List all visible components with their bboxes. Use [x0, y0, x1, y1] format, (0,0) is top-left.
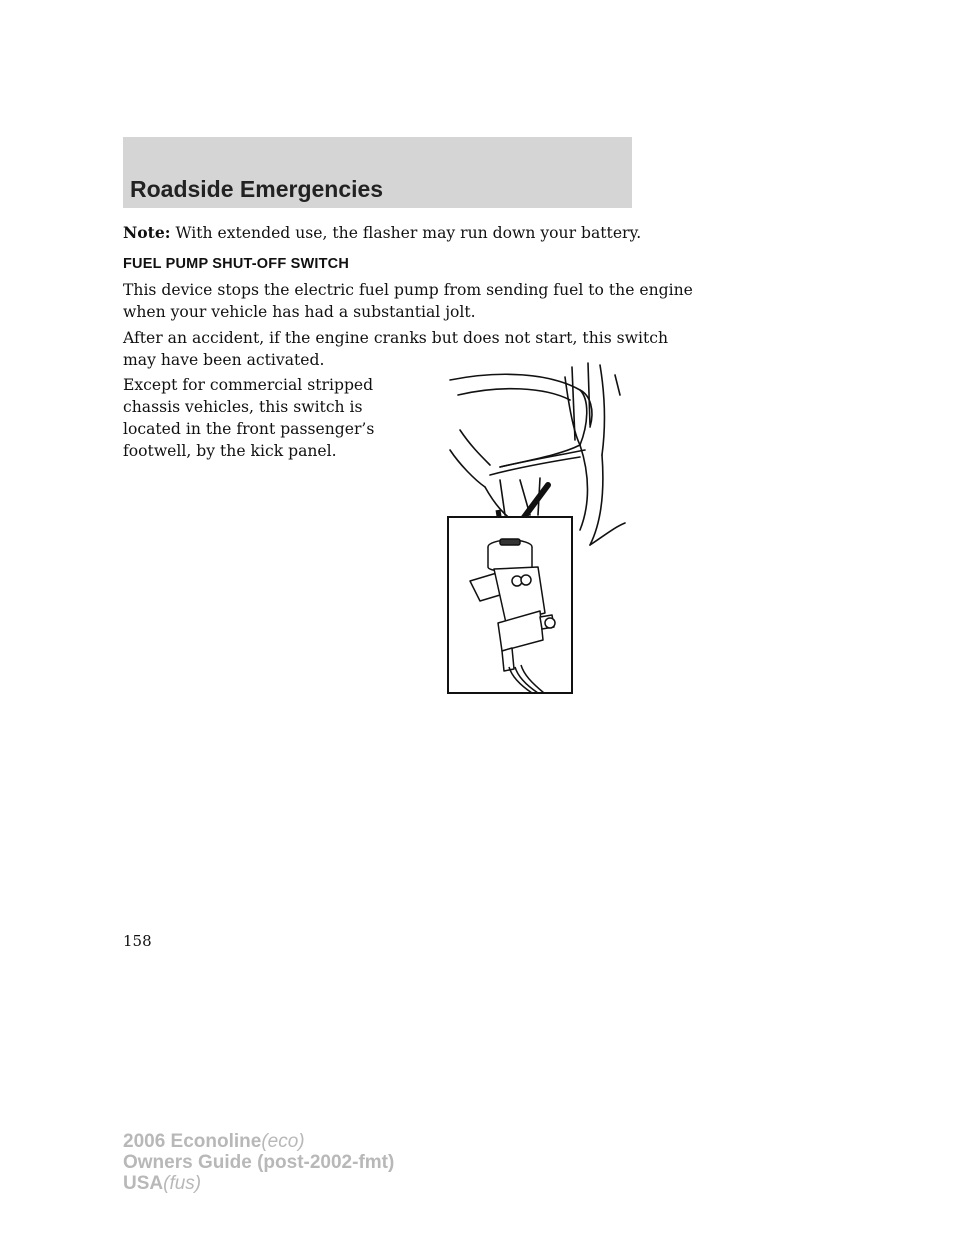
- footer-market: USA: [123, 1173, 164, 1194]
- paragraph-line: This device stops the electric fuel pump from sending fuel to the engine: [123, 281, 693, 299]
- note-paragraph: [123, 222, 641, 244]
- paragraph-line: footwell, by the kick panel.: [123, 442, 337, 460]
- footer-line-model: [123, 1131, 394, 1152]
- footer-model: 2006 Econoline: [123, 1131, 262, 1152]
- paragraph-device: [123, 279, 693, 323]
- note-label: Note:: [123, 223, 171, 242]
- footer-model-code: (eco): [261, 1131, 305, 1152]
- footer-line-market: [123, 1173, 394, 1194]
- footer-guide: Owners Guide (post-2002-fmt): [123, 1152, 395, 1173]
- paragraph-line: when your vehicle has had a substantial jolt.: [123, 303, 476, 321]
- section-title: Roadside Emergencies: [130, 176, 384, 202]
- paragraph-line: may have been activated.: [123, 351, 325, 369]
- paragraph-line: chassis vehicles, this switch is: [123, 398, 363, 416]
- paragraph-line: located in the front passenger’s: [123, 420, 375, 438]
- paragraph-line: Except for commercial stripped: [123, 376, 374, 394]
- document-footer: [123, 1131, 394, 1194]
- page-number: 158: [123, 932, 152, 950]
- fuel-pump-heading: FUEL PUMP SHUT-OFF SWITCH: [123, 256, 349, 272]
- paragraph-line: After an accident, if the engine cranks but does not start, this switch: [123, 329, 669, 347]
- footer-market-code: (fus): [163, 1173, 202, 1194]
- paragraph-location: [123, 374, 374, 462]
- note-text: With extended use, the flasher may run down your battery.: [175, 224, 642, 242]
- fuel-pump-switch-illustration: [440, 355, 640, 695]
